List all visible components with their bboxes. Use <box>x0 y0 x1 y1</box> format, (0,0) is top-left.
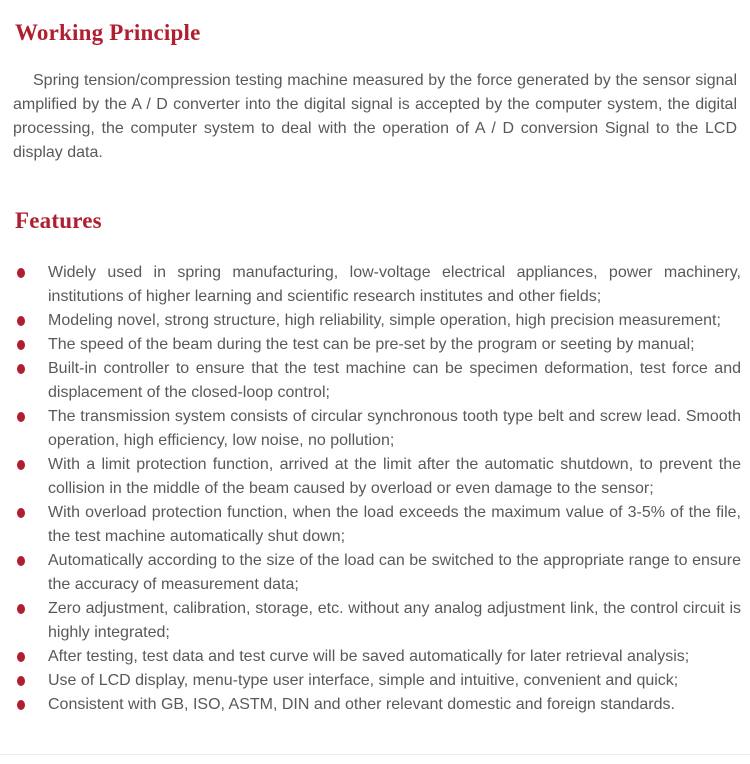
feature-list-item <box>17 549 741 597</box>
feature-item-text: Use of LCD display, menu-type user interface, simple and intuitive, convenient and quick; <box>48 672 679 689</box>
bullet-icon <box>17 316 25 326</box>
features-heading: Features <box>15 208 102 233</box>
bullet-icon <box>17 340 25 350</box>
feature-list-item <box>17 597 741 645</box>
feature-item-text: With overload protection function, when the load exceeds the maximum value of 3-5% of the file, the test machine automatically shut down; <box>48 504 741 545</box>
feature-list-item <box>17 501 741 549</box>
bullet-icon <box>17 604 25 614</box>
bullet-icon <box>17 676 25 686</box>
feature-item-text: After testing, test data and test curve will be saved automatically for later retrieval analysis; <box>48 648 690 665</box>
bullet-icon <box>17 652 25 662</box>
bullet-icon <box>17 364 25 374</box>
feature-item-text: Modeling novel, strong structure, high reliability, simple operation, high precision measurement; <box>48 312 721 329</box>
feature-list-item <box>17 669 741 693</box>
bullet-icon <box>17 268 25 278</box>
feature-item-text: Widely used in spring manufacturing, low-voltage electrical appliances, power machinery, institutions of higher learning and scientific research institutes and other fields; <box>48 264 741 305</box>
feature-list-item <box>17 357 741 405</box>
feature-item-text: Automatically according to the size of the load can be switched to the appropriate range to ensure the accuracy of measurement data; <box>48 552 741 593</box>
feature-item-text: Built-in controller to ensure that the test machine can be specimen deformation, test force and displacement of the closed-loop control; <box>48 360 741 401</box>
feature-item-text: With a limit protection function, arrived at the limit after the automatic shutdown, to prevent the collision in the middle of the beam caused by overload or even damage to the sensor; <box>48 456 741 497</box>
bottom-divider <box>0 754 750 755</box>
feature-list-item <box>17 333 741 357</box>
feature-list-item <box>17 453 741 501</box>
feature-list-item <box>17 693 741 717</box>
feature-item-text: Zero adjustment, calibration, storage, etc. without any analog adjustment link, the control circuit is highly integrated; <box>48 600 741 641</box>
feature-item-text: The transmission system consists of circular synchronous tooth type belt and screw lead. Smooth operation, high efficiency, low noise, no pollution; <box>48 408 741 449</box>
feature-list-item <box>17 309 741 333</box>
bullet-icon <box>17 412 25 422</box>
features-list <box>0 261 750 717</box>
feature-list-item <box>17 261 741 309</box>
working-principle-paragraph: Spring tension/compression testing machine measured by the force generated by the sensor signal amplified by the A / D converter into the digital signal is accepted by the computer system, the digital processing, the computer system to deal with the operation of A / D conversion Signal to the LCD display data. <box>13 72 737 161</box>
bullet-icon <box>17 460 25 470</box>
bullet-icon <box>17 556 25 566</box>
working-principle-heading: Working Principle <box>15 20 201 45</box>
feature-item-text: The speed of the beam during the test can be pre-set by the program or seeting by manual; <box>48 336 695 353</box>
bullet-icon <box>17 508 25 518</box>
bullet-icon <box>17 700 25 710</box>
feature-item-text: Consistent with GB, ISO, ASTM, DIN and other relevant domestic and foreign standards. <box>48 696 675 713</box>
feature-list-item <box>17 405 741 453</box>
feature-list-item <box>17 645 741 669</box>
